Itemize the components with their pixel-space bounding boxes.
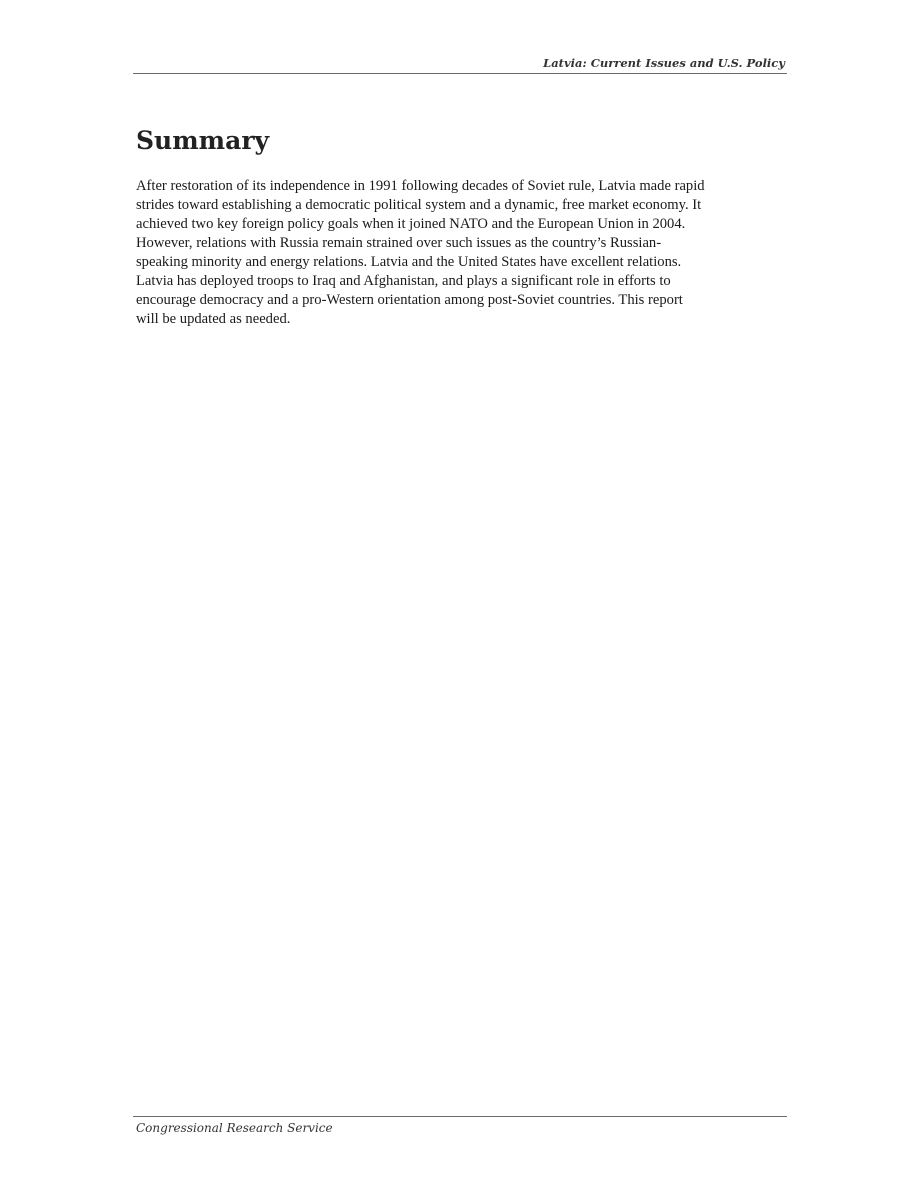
footer-organization: Congressional Research Service bbox=[136, 1121, 333, 1135]
section-heading: Summary bbox=[136, 126, 270, 155]
page-footer bbox=[133, 1116, 787, 1135]
summary-paragraph: After restoration of its independence in 1991 following decades of Soviet rule, Latvia made rapid strides toward establishing a democratic political system and a dynamic, free market economy. It achieved two key foreign policy goals when it joined NATO and the European Union in 2004. However, relations with Russia remain strained over such issues as the country’s Russian- speaking minority and energy relations. Latvia and the United States have excellent relations. Latvia has deployed troops to Iraq and Afghanistan, and plays a significant role in efforts to encourage democracy and a pro-Western orientation among post-Soviet countries. This report will be updated as needed. bbox=[136, 178, 705, 327]
page-header bbox=[133, 54, 787, 74]
running-title: Latvia: Current Issues and U.S. Policy bbox=[543, 56, 785, 70]
